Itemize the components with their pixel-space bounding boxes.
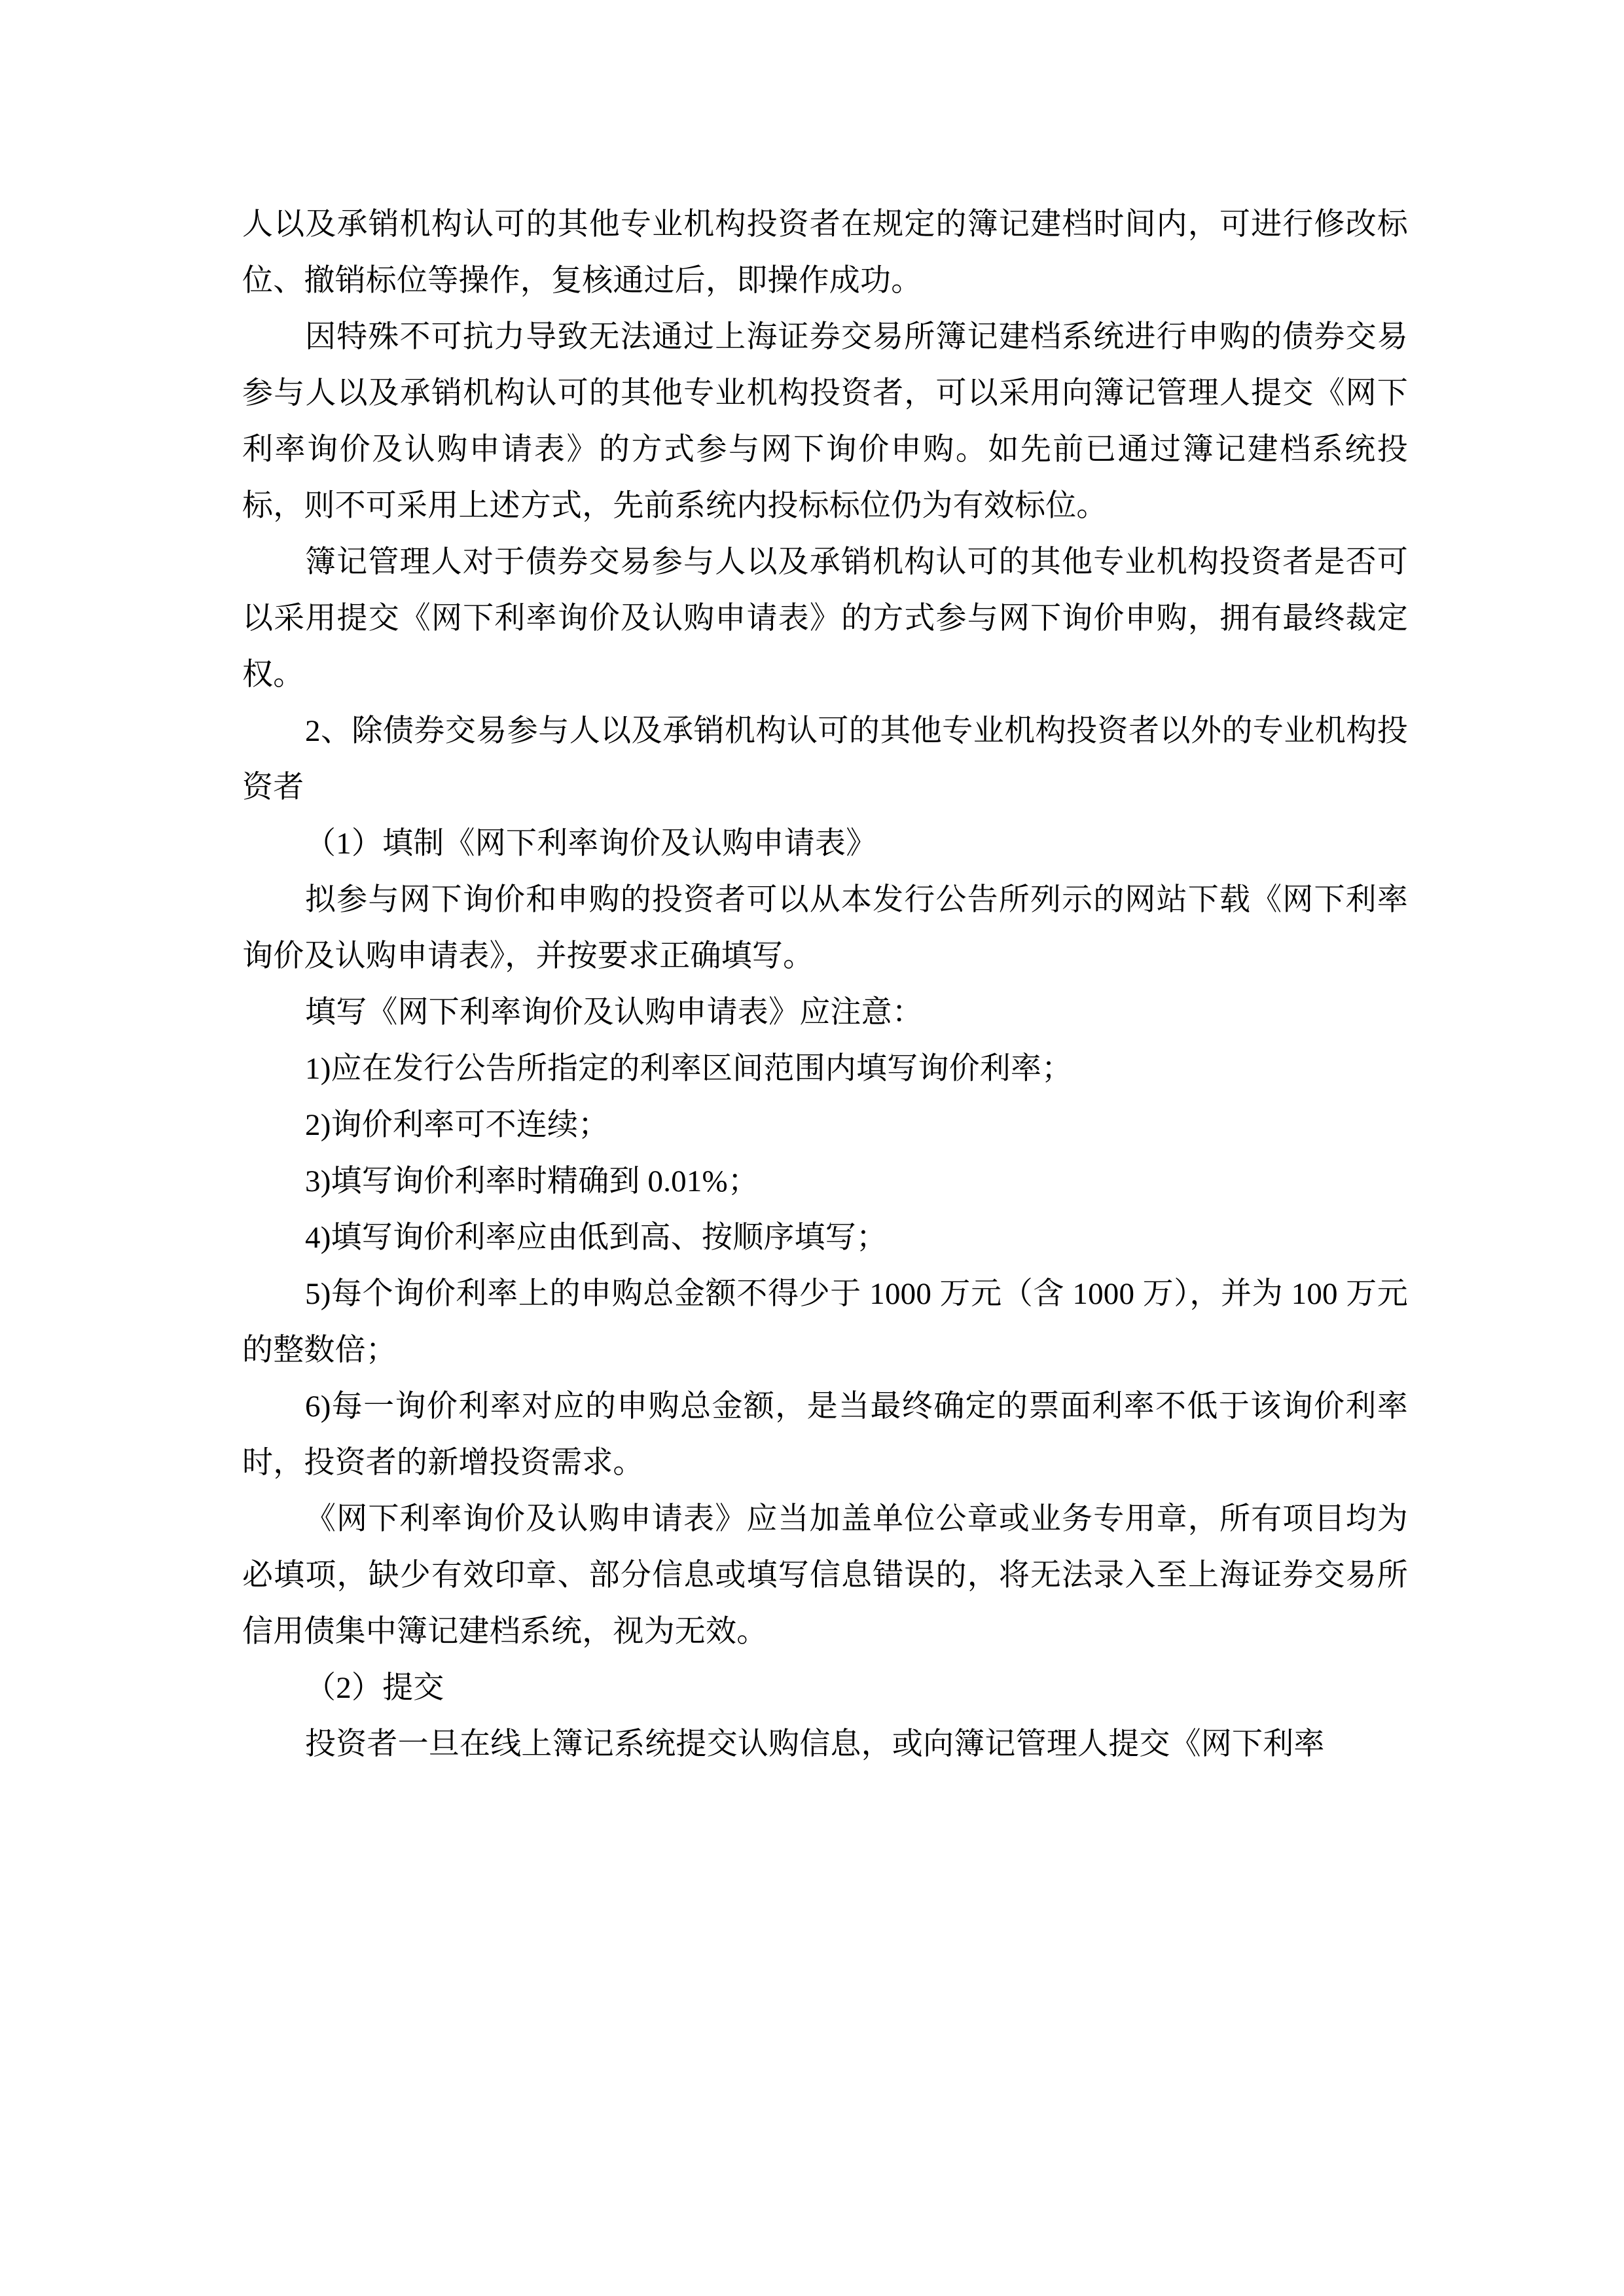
paragraph-sub-item-1: （1）填制《网下利率询价及认购申请表》 xyxy=(305,827,877,861)
paragraph: 因特殊不可抗力导致无法通过上海证券交易所簿记建档系统进行申购的债券交易参与人以及承销机构认可的其他专业机构投资者，可以采用向簿记管理人提交《网下利率询价及认购申请表》的方式参与网下询价申购。如先前已通过簿记建档系统投标，则不可采用上述方式，先前系统内投标标位仍为有效标位。 xyxy=(242,320,1408,523)
paragraph: 投资者一旦在线上簿记系统提交认购信息，或向簿记管理人提交《网下利率 xyxy=(305,1727,1325,1761)
list-item-1: 1)应在发行公告所指定的利率区间范围内填写询价利率； xyxy=(305,1052,1073,1086)
paragraph-sub-item-2: （2）提交 xyxy=(305,1671,444,1705)
list-item-6: 6)每一询价利率对应的申购总金额，是当最终确定的票面利率不低于该询价利率时，投资者的新增投资需求。 xyxy=(242,1390,1408,1480)
paragraph: 簿记管理人对于债券交易参与人以及承销机构认可的其他专业机构投资者是否可以采用提交《网下利率询价及认购申请表》的方式参与网下询价申购，拥有最终裁定权。 xyxy=(242,545,1408,692)
paragraph-list-item-2: 2、除债券交易参与人以及承销机构认可的其他专业机构投资者以外的专业机构投资者 xyxy=(242,714,1408,804)
paragraph: 填写《网下利率询价及认购申请表》应注意： xyxy=(305,996,923,1030)
paragraph: 《网下利率询价及认购申请表》应当加盖单位公章或业务专用章，所有项目均为必填项，缺少有效印章、部分信息或填写信息错误的，将无法录入至上海证券交易所信用债集中簿记建档系统，视为无效。 xyxy=(242,1502,1408,1649)
list-item-2: 2)询价利率可不连续； xyxy=(305,1108,609,1142)
paragraph: 人以及承销机构认可的其他专业机构投资者在规定的簿记建档时间内，可进行修改标位、撤销标位等操作，复核通过后，即操作成功。 xyxy=(242,207,1408,298)
document-body xyxy=(242,196,1408,1772)
list-item-3: 3)填写询价利率时精确到 0.01%； xyxy=(305,1164,759,1198)
list-item-4: 4)填写询价利率应由低到高、按顺序填写； xyxy=(305,1221,888,1255)
list-item-5: 5)每个询价利率上的申购总金额不得少于 1000 万元（含 1000 万），并为 100 万元的整数倍； xyxy=(242,1277,1408,1367)
paragraph: 拟参与网下询价和申购的投资者可以从本发行公告所列示的网站下载《网下利率询价及认购申请表》，并按要求正确填写。 xyxy=(242,883,1408,973)
